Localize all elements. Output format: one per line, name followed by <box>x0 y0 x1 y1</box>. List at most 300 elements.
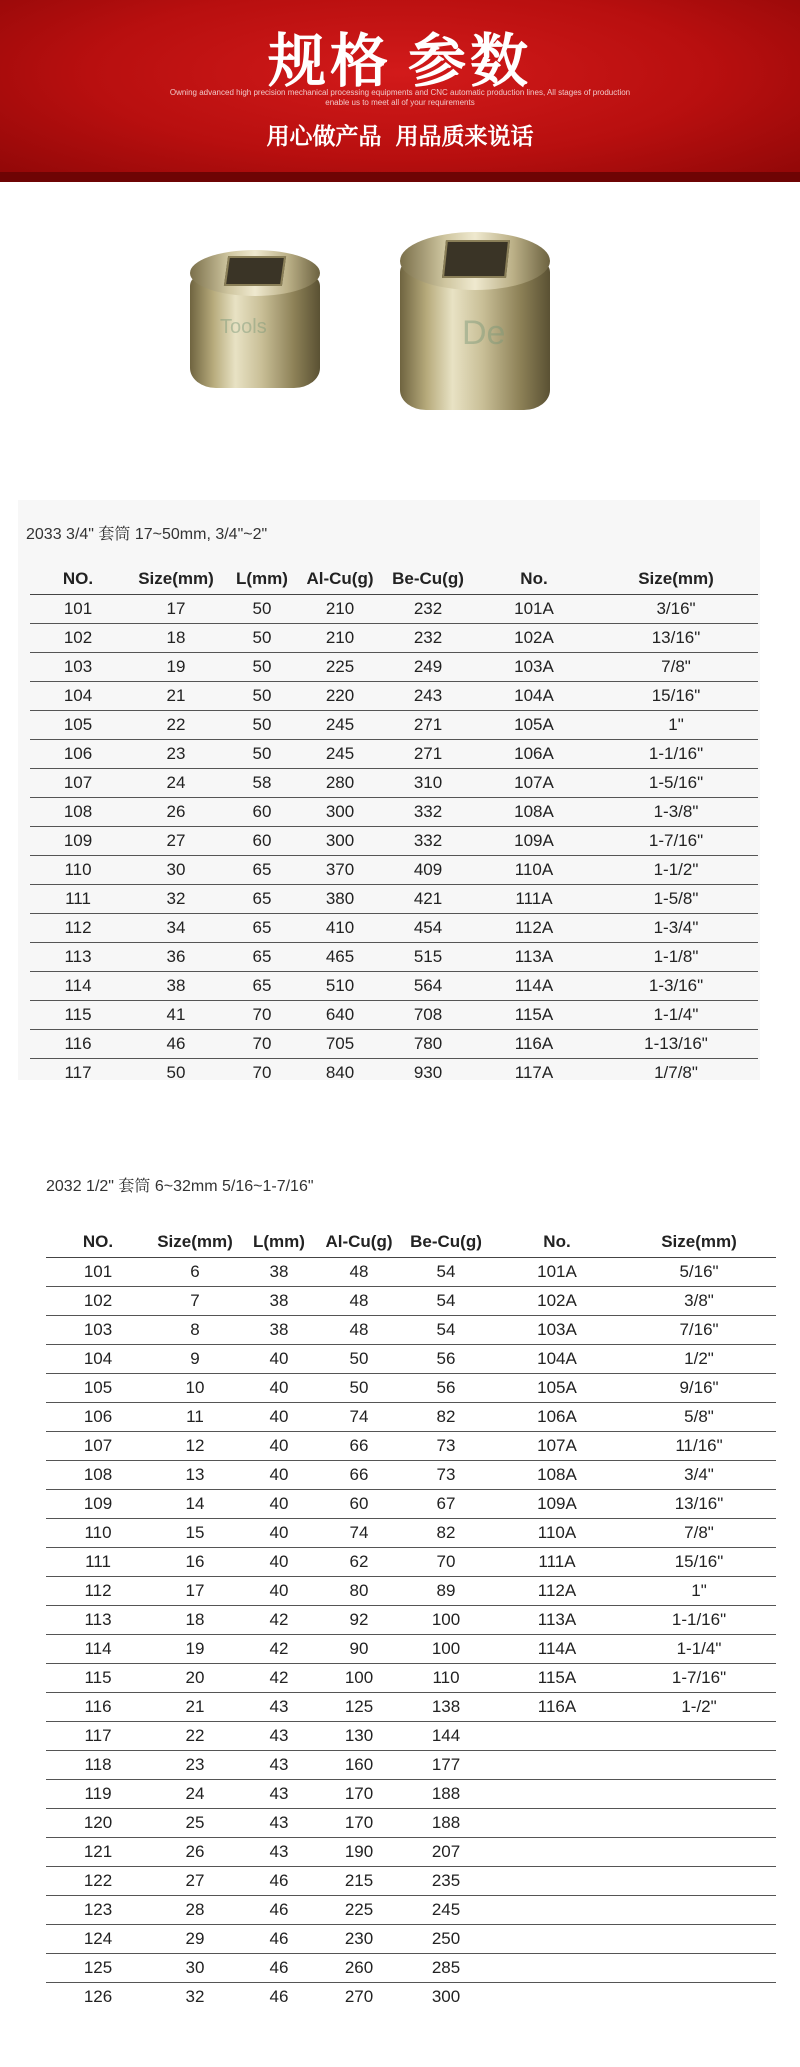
table-cell: 840 <box>325 1063 355 1082</box>
table-cell: 421 <box>382 885 474 914</box>
table-cell: 1/7/8" <box>654 1063 698 1082</box>
table-row <box>46 1548 776 1577</box>
banner-title-params: 参数 <box>408 27 533 95</box>
table-cell: 23 <box>150 1751 240 1780</box>
table-cell: 30 <box>150 1954 240 1983</box>
table-cell: 225 <box>298 653 382 682</box>
table-cell: 43 <box>240 1780 318 1809</box>
table-cell: 10 <box>150 1374 240 1403</box>
table-cell: 105A <box>474 711 594 740</box>
table-cell: 1" <box>622 1577 776 1606</box>
table-cell: 104 <box>46 1345 150 1374</box>
table-cell <box>492 1896 622 1925</box>
table-cell: 110 <box>400 1664 492 1693</box>
table-cell: 65 <box>226 914 298 943</box>
table-cell: 40 <box>240 1461 318 1490</box>
table-cell: 510 <box>298 972 382 1001</box>
table-cell: 92 <box>318 1606 400 1635</box>
table-cell: 65 <box>226 885 298 914</box>
banner-subtitle-line1: Owning advanced high precision mechanical processing equipments and CNC automatic production lines, All stages of production <box>169 88 631 97</box>
table-cell: 40 <box>240 1548 318 1577</box>
table-cell: 26 <box>150 1838 240 1867</box>
table-cell: 50 <box>226 653 298 682</box>
table-cell: 1-13/16" <box>594 1030 758 1059</box>
table-cell: 12 <box>150 1432 240 1461</box>
table-cell: 106A <box>492 1403 622 1432</box>
table-row <box>46 1635 776 1664</box>
table-cell: 230 <box>318 1925 400 1954</box>
table-cell: 1-1/4" <box>594 1001 758 1030</box>
table-cell <box>492 1925 622 1954</box>
table-cell: 243 <box>382 682 474 711</box>
table-cell: 108A <box>492 1461 622 1490</box>
table-row <box>46 1519 776 1548</box>
table-cell: 43 <box>240 1693 318 1722</box>
table-cell: 108A <box>474 798 594 827</box>
table-cell: 123 <box>46 1896 150 1925</box>
table-cell: 36 <box>126 943 226 972</box>
table-cell: 122 <box>46 1867 150 1896</box>
table-cell: 245 <box>298 711 382 740</box>
table-cell: 65 <box>226 972 298 1001</box>
table-cell: 232 <box>382 624 474 653</box>
table-cell: 111 <box>30 885 126 914</box>
table-cell: 332 <box>382 798 474 827</box>
table-cell: 225 <box>318 1896 400 1925</box>
table-cell <box>622 1954 776 1983</box>
table-row <box>30 1001 758 1030</box>
product-photo <box>0 182 800 482</box>
table-cell: 177 <box>400 1751 492 1780</box>
table-cell: 111 <box>46 1548 150 1577</box>
table-cell: 220 <box>298 682 382 711</box>
table-cell: 708 <box>382 1001 474 1030</box>
banner-title-spec: 规格 <box>267 27 392 95</box>
table-cell: 42 <box>240 1635 318 1664</box>
table-cell: 56 <box>400 1345 492 1374</box>
table-cell: 40 <box>240 1374 318 1403</box>
table-cell: 380 <box>298 885 382 914</box>
table-cell: 409 <box>382 856 474 885</box>
table-cell: 24 <box>126 769 226 798</box>
table-row <box>46 1983 776 2012</box>
table-cell: 58 <box>226 769 298 798</box>
table-cell <box>622 1896 776 1925</box>
table2-header-3: Al-Cu(g) <box>318 1226 400 1258</box>
table-cell: 170 <box>318 1780 400 1809</box>
table-cell: 1-7/16" <box>594 827 758 856</box>
table-cell: 18 <box>150 1606 240 1635</box>
table-cell: 110A <box>474 856 594 885</box>
table1-header-5: No. <box>474 563 594 595</box>
table-cell: 109A <box>492 1490 622 1519</box>
table-cell: 40 <box>240 1490 318 1519</box>
table-row <box>30 798 758 827</box>
table2-header-0: NO. <box>46 1226 150 1258</box>
table-cell: 40 <box>240 1577 318 1606</box>
table-cell: 9/16" <box>622 1374 776 1403</box>
table1-header-6: Size(mm) <box>594 563 758 595</box>
table-cell: 34 <box>126 914 226 943</box>
table-cell: 1-/2" <box>622 1693 776 1722</box>
table-cell: 300 <box>298 798 382 827</box>
table-cell <box>492 1751 622 1780</box>
table-cell: 50 <box>226 624 298 653</box>
table-cell: 56 <box>400 1374 492 1403</box>
banner-slogan <box>0 118 800 151</box>
slogan-part-a: 用心做产品 <box>266 124 382 150</box>
table-cell: 42 <box>240 1664 318 1693</box>
table-cell: 65 <box>226 943 298 972</box>
table-cell: 48 <box>318 1258 400 1287</box>
table-cell: 43 <box>240 1809 318 1838</box>
table2-header-2: L(mm) <box>240 1226 318 1258</box>
table-cell: 102 <box>30 624 126 653</box>
table-cell: 70 <box>226 1030 298 1059</box>
table-cell: 102 <box>46 1287 150 1316</box>
table-cell: 113A <box>474 943 594 972</box>
table-row <box>46 1258 776 1287</box>
table-cell: 116A <box>492 1693 622 1722</box>
table-cell: 705 <box>298 1030 382 1059</box>
table-cell: 640 <box>298 1001 382 1030</box>
table-cell: 114A <box>492 1635 622 1664</box>
table2-header-4: Be-Cu(g) <box>400 1226 492 1258</box>
table-row <box>46 1403 776 1432</box>
table-cell <box>492 1780 622 1809</box>
table-cell: 82 <box>400 1519 492 1548</box>
table-cell: 15/16" <box>594 682 758 711</box>
table-cell: 115A <box>492 1664 622 1693</box>
table1-header-1: Size(mm) <box>126 563 226 595</box>
table-cell: 454 <box>382 914 474 943</box>
table-cell: 215 <box>318 1867 400 1896</box>
table-cell: 110 <box>30 856 126 885</box>
table-cell: 30 <box>126 856 226 885</box>
table-cell: 62 <box>318 1548 400 1577</box>
table-cell: 60 <box>318 1490 400 1519</box>
table-cell: 116 <box>46 1693 150 1722</box>
table-cell: 117 <box>64 1063 92 1082</box>
table-row <box>46 1316 776 1345</box>
table-cell: 114 <box>30 972 126 1001</box>
table-cell: 1-7/16" <box>622 1664 776 1693</box>
table-cell: 1-5/8" <box>594 885 758 914</box>
table-cell: 46 <box>240 1896 318 1925</box>
table-cell: 125 <box>46 1954 150 1983</box>
table-cell: 1" <box>594 711 758 740</box>
table-cell: 113 <box>30 943 126 972</box>
table-cell: 43 <box>240 1751 318 1780</box>
table-row <box>30 856 758 885</box>
table-cell: 1-3/8" <box>594 798 758 827</box>
table-row <box>46 1722 776 1751</box>
table-cell <box>622 1751 776 1780</box>
table-row <box>30 711 758 740</box>
table-cell: 3/16" <box>594 595 758 624</box>
table-cell: 107 <box>46 1432 150 1461</box>
table-cell: 19 <box>150 1635 240 1664</box>
table-cell: 70 <box>252 1063 272 1082</box>
table-cell: 32 <box>126 885 226 914</box>
table-cell <box>492 1722 622 1751</box>
table-cell: 113A <box>492 1606 622 1635</box>
table-cell: 1/2" <box>622 1345 776 1374</box>
table-cell: 300 <box>431 1987 461 2006</box>
table-row <box>30 1030 758 1059</box>
table-cell: 310 <box>382 769 474 798</box>
table-cell: 300 <box>298 827 382 856</box>
table-cell: 106 <box>30 740 126 769</box>
table-cell: 105 <box>46 1374 150 1403</box>
table-row <box>46 1954 776 1983</box>
table-cell: 6 <box>150 1258 240 1287</box>
table-cell: 112A <box>492 1577 622 1606</box>
table-cell <box>622 1809 776 1838</box>
table-cell: 332 <box>382 827 474 856</box>
table-cell: 188 <box>400 1809 492 1838</box>
table-cell: 117 <box>46 1722 150 1751</box>
table-cell: 104 <box>30 682 126 711</box>
table-cell: 22 <box>126 711 226 740</box>
table-cell: 271 <box>382 711 474 740</box>
table-cell: 50 <box>226 595 298 624</box>
table-cell: 106A <box>474 740 594 769</box>
table-cell: 48 <box>318 1316 400 1345</box>
table-cell: 1-1/16" <box>594 740 758 769</box>
table-cell: 285 <box>400 1954 492 1983</box>
table-row <box>46 1867 776 1896</box>
table-cell: 50 <box>166 1063 186 1082</box>
table-cell: 102A <box>474 624 594 653</box>
table-cell: 116A <box>474 1030 594 1059</box>
table-cell: 101A <box>474 595 594 624</box>
table-cell: 270 <box>344 1987 374 2006</box>
table-row <box>30 740 758 769</box>
table-row <box>46 1664 776 1693</box>
table-row <box>30 624 758 653</box>
table-row <box>46 1577 776 1606</box>
table-cell: 13/16" <box>622 1490 776 1519</box>
banner-subtitle <box>0 88 800 108</box>
table-row <box>46 1896 776 1925</box>
table-cell: 260 <box>318 1954 400 1983</box>
table-cell: 38 <box>240 1316 318 1345</box>
table-cell: 40 <box>240 1519 318 1548</box>
table-cell: 144 <box>400 1722 492 1751</box>
table-cell: 101 <box>30 595 126 624</box>
table-cell: 112 <box>46 1577 150 1606</box>
table-cell <box>622 1780 776 1809</box>
table-cell: 60 <box>226 798 298 827</box>
table-cell: 20 <box>150 1664 240 1693</box>
table-cell <box>492 1954 622 1983</box>
table-cell: 50 <box>226 740 298 769</box>
table-cell: 74 <box>318 1403 400 1432</box>
table-cell: 104A <box>492 1345 622 1374</box>
table-cell: 111A <box>474 885 594 914</box>
table-row <box>46 1693 776 1722</box>
table-cell: 210 <box>298 624 382 653</box>
table-cell: 5/16" <box>622 1258 776 1287</box>
table-cell: 18 <box>126 624 226 653</box>
table-cell: 245 <box>298 740 382 769</box>
table-cell: 73 <box>400 1432 492 1461</box>
table-cell: 65 <box>226 856 298 885</box>
table1-header-3: Al-Cu(g) <box>298 563 382 595</box>
table-cell: 107 <box>30 769 126 798</box>
table-cell: 26 <box>126 798 226 827</box>
table-cell: 50 <box>226 682 298 711</box>
table-cell: 9 <box>150 1345 240 1374</box>
table-cell <box>492 1867 622 1896</box>
table-cell: 249 <box>382 653 474 682</box>
table-cell: 118 <box>46 1751 150 1780</box>
table-row <box>46 1345 776 1374</box>
table-cell: 89 <box>400 1577 492 1606</box>
table-cell: 210 <box>298 595 382 624</box>
table-cell: 54 <box>400 1287 492 1316</box>
table-cell: 1-3/4" <box>594 914 758 943</box>
table-cell: 82 <box>400 1403 492 1432</box>
table-cell: 232 <box>382 595 474 624</box>
table-cell: 5/8" <box>622 1403 776 1432</box>
table1-header-0: NO. <box>30 563 126 595</box>
table-cell: 1-3/16" <box>594 972 758 1001</box>
table-cell: 3/8" <box>622 1287 776 1316</box>
table-cell: 54 <box>400 1316 492 1345</box>
table-cell: 11 <box>150 1403 240 1432</box>
table-cell: 46 <box>240 1954 318 1983</box>
table-cell: 7/8" <box>594 653 758 682</box>
table-cell: 3/4" <box>622 1461 776 1490</box>
table-cell: 13 <box>150 1461 240 1490</box>
table2-spec <box>46 1226 776 2011</box>
table-cell: 109A <box>474 827 594 856</box>
table-cell: 17 <box>126 595 226 624</box>
table-cell: 8 <box>150 1316 240 1345</box>
table-cell: 104A <box>474 682 594 711</box>
table-cell: 107A <box>492 1432 622 1461</box>
table-row <box>46 1925 776 1954</box>
table1-title: 2033 3/4" 套筒 17~50mm, 3/4"~2" <box>26 526 268 543</box>
table-cell: 115A <box>474 1001 594 1030</box>
banner-bottom-stripe <box>0 172 800 182</box>
table-cell: 66 <box>318 1461 400 1490</box>
table-cell: 109 <box>46 1490 150 1519</box>
table-cell: 28 <box>150 1896 240 1925</box>
table-row <box>46 1751 776 1780</box>
table-cell: 207 <box>400 1838 492 1867</box>
table-cell: 410 <box>298 914 382 943</box>
spec-banner <box>0 0 800 182</box>
table-cell: 24 <box>150 1780 240 1809</box>
table-cell: 21 <box>150 1693 240 1722</box>
table-cell: 17 <box>150 1577 240 1606</box>
table-cell: 102A <box>492 1287 622 1316</box>
table-cell: 16 <box>150 1548 240 1577</box>
table-cell: 564 <box>382 972 474 1001</box>
table-cell: 38 <box>240 1287 318 1316</box>
table2-header-5: No. <box>492 1226 622 1258</box>
table-row <box>30 769 758 798</box>
table-cell: 50 <box>318 1374 400 1403</box>
table-cell: 7/8" <box>622 1519 776 1548</box>
table-cell: 105 <box>30 711 126 740</box>
table-cell: 100 <box>318 1664 400 1693</box>
table-cell: 1-1/16" <box>622 1606 776 1635</box>
table-cell: 22 <box>150 1722 240 1751</box>
table-cell: 38 <box>126 972 226 1001</box>
table-cell: 40 <box>240 1403 318 1432</box>
table-cell: 160 <box>318 1751 400 1780</box>
table-cell: 66 <box>318 1432 400 1461</box>
table-cell: 43 <box>240 1838 318 1867</box>
table1-header-2: L(mm) <box>226 563 298 595</box>
table-cell: 90 <box>318 1635 400 1664</box>
table-cell: 27 <box>126 827 226 856</box>
table-cell: 41 <box>126 1001 226 1030</box>
table-row <box>46 1374 776 1403</box>
table-cell: 250 <box>400 1925 492 1954</box>
table-cell: 101 <box>46 1258 150 1287</box>
table-cell: 126 <box>83 1987 113 2006</box>
table-cell: 103 <box>46 1316 150 1345</box>
table-cell: 114A <box>474 972 594 1001</box>
table-cell: 46 <box>240 1867 318 1896</box>
table-cell: 119 <box>46 1780 150 1809</box>
table-cell: 124 <box>46 1925 150 1954</box>
table-cell <box>492 1838 622 1867</box>
table2-header-6: Size(mm) <box>622 1226 776 1258</box>
table-cell: 121 <box>46 1838 150 1867</box>
table-cell: 112A <box>474 914 594 943</box>
table-cell: 130 <box>318 1722 400 1751</box>
table-cell: 271 <box>382 740 474 769</box>
watermark-small: Tools <box>220 316 267 338</box>
table-cell <box>622 1983 776 2012</box>
table-row <box>30 972 758 1001</box>
table-cell: 515 <box>382 943 474 972</box>
table-cell: 29 <box>150 1925 240 1954</box>
table-row <box>46 1809 776 1838</box>
table-cell: 103A <box>492 1316 622 1345</box>
table-cell: 42 <box>240 1606 318 1635</box>
table-cell: 70 <box>400 1548 492 1577</box>
table-cell: 930 <box>413 1063 443 1082</box>
table-row <box>30 1059 758 1088</box>
table-cell <box>622 1867 776 1896</box>
table-cell: 109 <box>30 827 126 856</box>
table-cell: 27 <box>150 1867 240 1896</box>
table-cell: 280 <box>298 769 382 798</box>
table-cell: 74 <box>318 1519 400 1548</box>
table-cell: 106 <box>46 1403 150 1432</box>
table-cell: 38 <box>240 1258 318 1287</box>
table-cell: 40 <box>240 1345 318 1374</box>
table-cell: 108 <box>46 1461 150 1490</box>
table-cell: 108 <box>30 798 126 827</box>
table-row <box>46 1780 776 1809</box>
table-cell: 245 <box>400 1896 492 1925</box>
table-cell: 48 <box>318 1287 400 1316</box>
table-cell: 7/16" <box>622 1316 776 1345</box>
large-socket-image <box>400 232 550 410</box>
table-row <box>30 682 758 711</box>
table-cell: 14 <box>150 1490 240 1519</box>
table-cell: 101A <box>492 1258 622 1287</box>
table-row <box>30 827 758 856</box>
